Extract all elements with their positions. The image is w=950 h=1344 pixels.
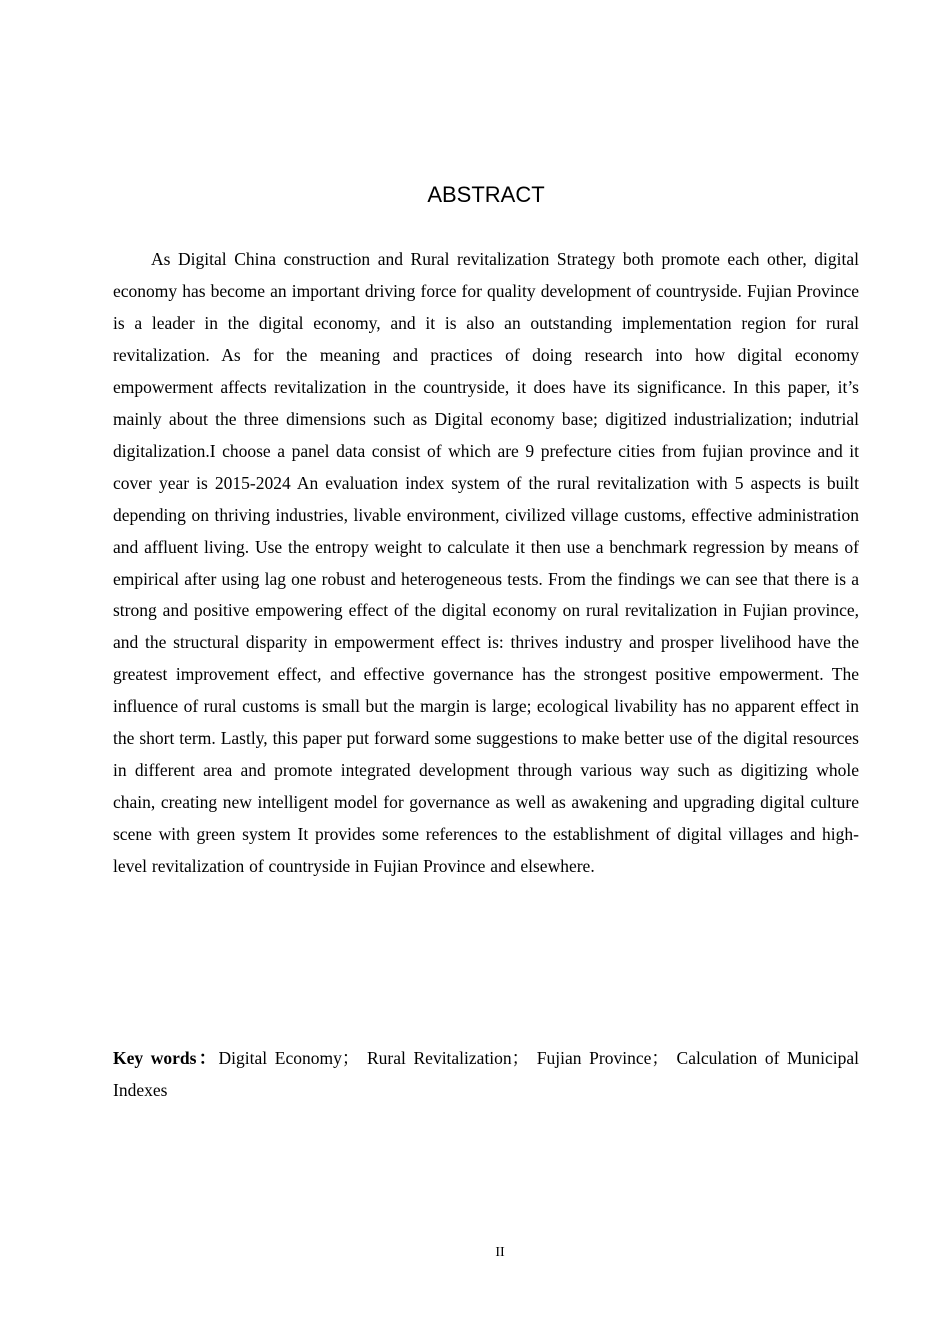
keywords-line — [113, 1042, 859, 1106]
abstract-paragraph: As Digital China construction and Rural revitalization Strategy both promote each other, digital economy has become an important driving force for quality development of countryside. Fujian Province is a leader in the digital economy, and it is also an outstanding implementation region for rural revitalization. As for the meaning and practices of doing research into how digital economy empowerment affects revitalization in the countryside, it does have its significance. In this paper, it’s mainly about the three dimensions such as Digital economy base; digitized industrialization; indutrial digitalization.I choose a panel data consist of which are 9 prefecture cities from fujian province and it cover year is 2015-2024 An evaluation index system of the rural revitalization with 5 aspects is built depending on thriving industries, livable environment, civilized village customs, effective administration and affluent living. Use the entropy weight to calculate it then use a benchmark regression by means of empirical after using lag one robust and heterogeneous tests. From the findings we can see that there is a strong and positive empowering effect of the digital economy on rural revitalization in Fujian province, and the structural disparity in empowerment effect is: thrives industry and prosper livelihood have the greatest improvement effect, and effective governance has the strongest positive empowerment. The influence of rural customs is small but the margin is large; ecological livability has no apparent effect in the short term. Lastly, this paper put forward some suggestions to make better use of the digital resources in different area and promote integrated development through various way such as digitizing whole chain, creating new intelligent model for governance as well as awakening and upgrading digital culture scene with green system It provides some references to the establishment of digital villages and high-level revitalization of countryside in Fujian Province and elsewhere. — [113, 249, 859, 877]
page-number: II — [495, 1245, 505, 1260]
abstract-title: ABSTRACT — [427, 182, 545, 207]
keywords-label: Key words： — [113, 1048, 219, 1068]
keywords-text: Digital Economy； Rural Revitalization； Fujian Province； Calculation of Municipal Indexes — [113, 1048, 859, 1100]
